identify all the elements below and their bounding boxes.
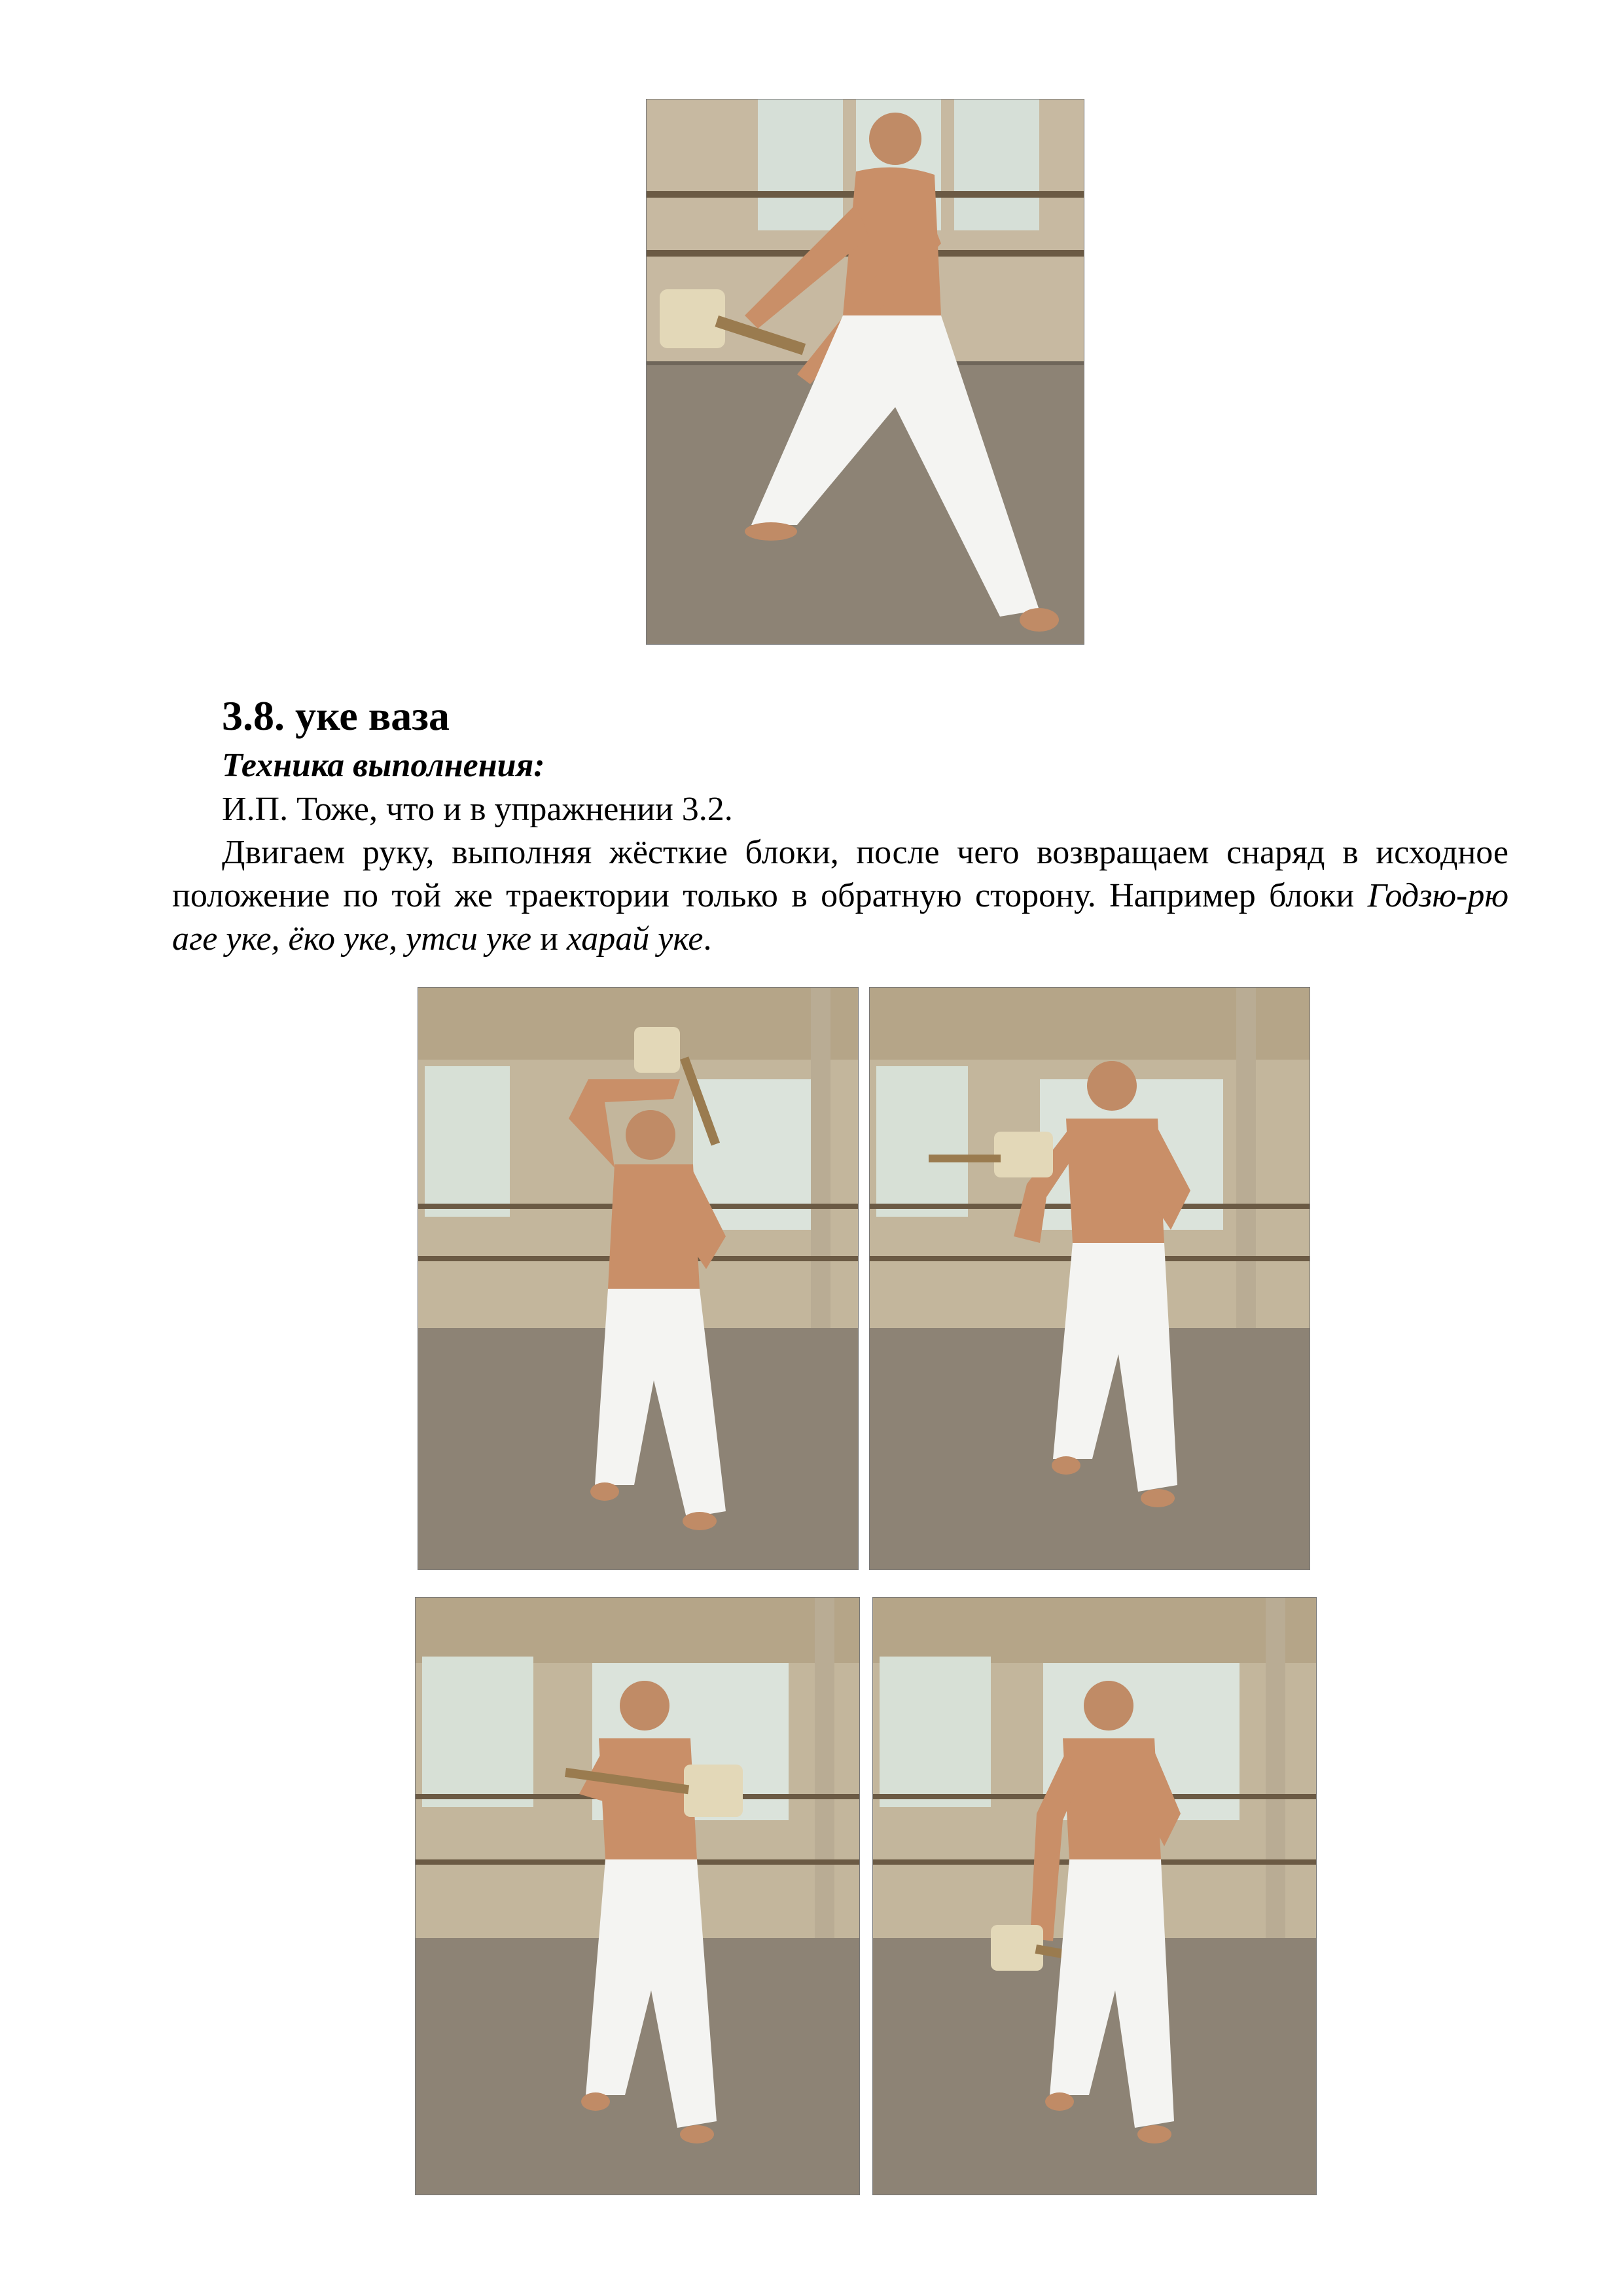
block-names-2: харай уке [566,920,704,958]
body-period: . [703,920,712,958]
photo-yoko-uke [869,987,1310,1570]
body-paragraph [172,831,1508,961]
block-names-1: Годзю-рю аге уке, ёко уке, утси уке [172,877,1509,958]
photo-utsi-uke [415,1597,860,2195]
photo-harai-uke [872,1597,1317,2195]
body-text-prefix: Например блоки [1109,877,1355,914]
body-text-main: Двигаем руку, выполняя жёсткие блоки, после чего возвращаем снаряд в исходное положение по той же траектории только в обратную сторону. [172,834,1508,914]
start-position-text: И.П. Тоже, что и в упражнении 3.2. [222,791,733,828]
photo-age-uke [418,987,859,1570]
and-word: и [540,920,558,958]
section-title: 3.8. уке ваза [222,692,450,739]
photo-wide-stance-swing [646,99,1084,645]
technique-label: Техника выполнения: [222,747,545,784]
